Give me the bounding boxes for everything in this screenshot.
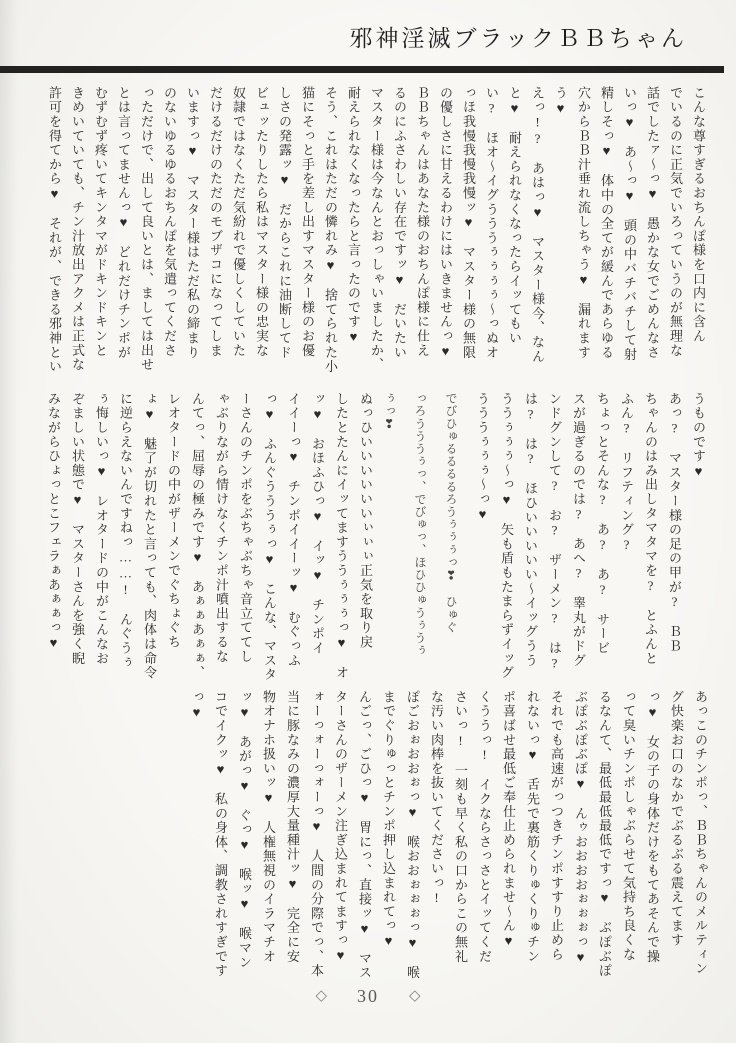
text-column: 話でしたァ〜っ♥ 愚かな女でごめんなさ <box>645 86 660 360</box>
text-column: ううぅぅぅ〜っ♥ 矢も盾もたまらずイッグ <box>499 392 514 680</box>
text-column: っほ我慢我慢我慢ッ♥ マスター様の無限 <box>461 86 476 360</box>
text-column: いますっ♥ マスター様はただ私の締まり <box>185 86 200 360</box>
text-column: までぐりゅっとチンポ押し込まれてっ♥ <box>381 690 396 950</box>
text-column: 猫にそっと手を差し出すマスター様のお優 <box>300 86 315 358</box>
text-column: 物オナホ扱いッ♥ 人権無視のイラマチオ <box>261 690 276 964</box>
text-column: 耐えられなくなったらと言ったのです♥ <box>346 86 361 346</box>
footer-diamond-right-icon: ◇ <box>409 988 421 1004</box>
text-column: 精しそっ♥ 体中の全てが緩んであらゆる <box>599 86 614 360</box>
page-footer <box>0 986 736 1007</box>
text-column: そう、これはただの憐れみ♥ 捨てられた小 <box>323 86 338 374</box>
text-column: ぬっひいいいいいいぃぃぃ正気を取り戻 <box>358 392 373 650</box>
text-column: スが過ぎるのでは? あへ? 睾丸がドグ <box>571 392 586 668</box>
text-column: あっ? マスター様の足の甲が? ＢＢ <box>667 392 682 654</box>
text-column: いっ♥ あ〜っ♥ 頭の中バチバチして射 <box>622 86 637 362</box>
text-column: ゃぶりながら情けなくチンポ汁噴出するな <box>214 392 229 664</box>
text-column: う♥ <box>553 86 568 117</box>
text-column: さいっ! 一刻も早く私の口からこの無礼 <box>453 690 468 964</box>
text-column: きめいていても、チン汁放出アクメは正式な <box>70 86 85 372</box>
text-column: に逆らえないんですねっ……! んぐうぅ <box>118 392 133 670</box>
text-column: ッ♥ あがっ♥ ぐっ♥ 喉ッ♥ 喉マン <box>237 690 252 970</box>
text-column: ビュッたりしたら私はマスター様の忠実な <box>254 86 269 358</box>
text-column: でいるのに正気でいろっていうのが無理な <box>668 86 683 358</box>
text-column: ポ喜ばせ最低ご奉仕止められませ〜ん♥ <box>501 690 516 950</box>
text-column: コでイクッ♥ 私の身体、調教されすぎです <box>213 690 228 978</box>
text-column: こんな尊すぎるおちんぽ様を口内に含ん <box>691 86 706 344</box>
text-column: レオタードの中がザーメンでぐちょぐち <box>166 392 181 650</box>
text-band-middle <box>41 392 710 692</box>
text-column: るのにふさわしい存在ですッ♥ だいたい <box>392 86 407 360</box>
text-column: 穴からＢＢ汁垂れ流しちゃう♥ 漏れます <box>576 86 591 360</box>
page-header <box>0 20 687 53</box>
text-column: ーさんのチンポをぶちゃぶちゃ音立ててし <box>238 392 253 664</box>
text-column: は? は? ほひいいいいい〜イッグうう <box>523 392 538 668</box>
text-column: っただけで、出して良いとは、ましては出せ <box>139 86 154 372</box>
text-column: ターさんのザーメン注ぎ込まれてますっ♥ <box>333 690 348 964</box>
text-column: ぶぽぶぽぶぽ♥ んゥおおおおぉぉぉっ♥ <box>573 690 588 966</box>
text-column: ＢＢちゃんはあなた様のおちんぽ様に仕え <box>415 86 430 358</box>
text-column: ンドグンして? お? ザーメン? は? <box>547 392 562 672</box>
header-rule <box>0 66 724 73</box>
page-title: 邪神淫滅ブラックＢＢちゃん <box>349 26 687 51</box>
footer-diamond-left-icon: ◇ <box>315 988 327 1004</box>
text-column: うううぅぅぅ〜っ♥ <box>475 392 490 523</box>
text-column: それでも高速がっつきチンポすすり止めら <box>549 690 564 962</box>
text-column: な汚い肉棒を抜いてくださいっ! <box>429 690 444 907</box>
text-column: ょ♥ 魅了が切れたと言っても、肉体は命令 <box>142 392 157 680</box>
text-column: マスター様は今なんとおっしゃいましたか、 <box>369 86 384 372</box>
text-column: 当に豚なみの濃厚大量種汁ッ♥ 完全に安 <box>285 690 300 964</box>
text-column: ッ♥ おほふひっ♥ イッ♥ チンポイ <box>310 392 325 656</box>
text-column: るなんて、最低最低最低ですっ♥ ぶぽぶぽ <box>597 690 612 978</box>
text-column: でびひゅるるるるろうぅぅぅっ❣ ひゅぐ <box>444 392 458 634</box>
text-column: ふん? リフティング? <box>619 392 634 554</box>
text-column: んてっ、屈辱の極みです♥ あぁぁあぁぁ、 <box>190 392 205 680</box>
text-column: と♥ 耐えられなくなったらイッてもい <box>507 86 522 346</box>
text-column: えっ!? あはっ♥ マスター様今、なん <box>530 86 545 364</box>
text-band-top <box>43 86 710 391</box>
text-column: の優しさに甘えるわけにはいきませんっ♥ <box>438 86 453 360</box>
text-column: って臭いチンポしゃぶらせて気持ち良くな <box>621 690 636 962</box>
text-column: ぅ悔しいっ♥ レオタードの中がこんなお <box>94 392 109 666</box>
text-column: っ♥ 女の子の身体だけをもてあそんで操 <box>645 690 660 964</box>
text-column: 奴隷ではなくただ気紛れで優しくしていた <box>231 86 246 358</box>
text-column: い? ほオ〜イグうううぅぅぅぅ〜っぬオ <box>484 86 499 360</box>
text-column: れないっ♥ 舌先で裏筋くりゅくりゅチン <box>525 690 540 964</box>
text-column: 許可を得てから♥ それが、できる邪神とい <box>47 86 62 374</box>
text-column: しさの発露ッ♥ だからこれに油断してド <box>277 86 292 360</box>
text-column: イイーっ♥ チンポイイーッ♥ むぐっふ <box>286 392 301 668</box>
text-column: あっこのチンポっ、ＢＢちゃんのメルティン <box>693 690 708 976</box>
text-column: したとたんにイッてますううぅぅぅっ♥ オ <box>334 392 349 680</box>
text-column: っろうううぅっ、でびゅっ、ほひひゅうぅうぅ <box>413 392 427 657</box>
text-column: くううっ! イクならさっさとイッてくだ <box>477 690 492 964</box>
text-column: グ快楽お口のなかでぶるぶる震えてます <box>669 690 684 948</box>
text-column: ォーっォーっォーっ♥ 人間の分際でっ、本 <box>309 690 324 978</box>
text-column: ちゃんのはみ出しタマタマを? とふんと <box>643 392 658 666</box>
text-column: ぞましい状態で♥ マスターさんを強く睨 <box>70 392 85 666</box>
text-column: っ♥ <box>189 690 204 721</box>
text-column: みながらひょっとこフェラぁあぁぁっ♥ <box>46 392 61 652</box>
text-column: うものです♥ <box>691 392 706 480</box>
text-column: ぅっ❣ <box>382 392 396 432</box>
page-number: 30 <box>357 986 379 1006</box>
text-band-bottom <box>184 690 712 988</box>
text-column: だけるだけのただのモブザコになってしま <box>208 86 223 358</box>
text-column: むずむず疼いてキンタマがドキンドキンと <box>93 86 108 358</box>
text-column: のないゆるゆるおちんぽを気遣ってくださ <box>162 86 177 358</box>
text-column: とは言ってませんっ♥ どれだけチンポが <box>116 86 131 360</box>
text-column: ちょっとそんな? あ? あ? サービ <box>595 392 610 656</box>
text-column: ぽごおぉおおぉっ♥ 喉おおぉぉぉっ♥ 喉 <box>405 690 420 980</box>
text-column: んごっ、ごひっ♥ 胃にっ、直接ッ♥ マス <box>357 690 372 980</box>
text-column: っ♥ ふんぐうううぅっ♥ こんな、マスタ <box>262 392 277 682</box>
